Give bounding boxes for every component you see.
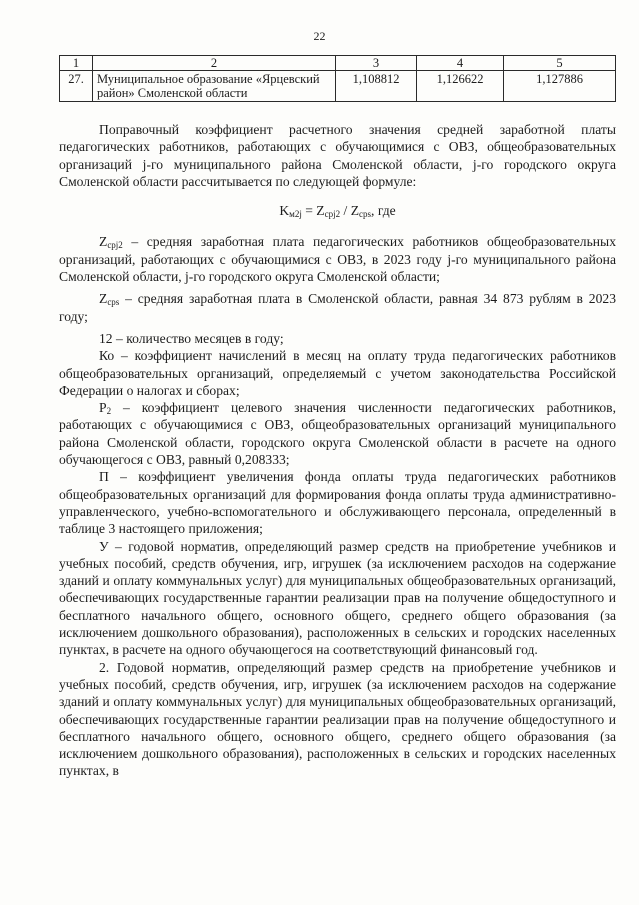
coefficient-table xyxy=(59,55,616,102)
value-cell: 1,126622 xyxy=(417,71,504,102)
formula-k: K xyxy=(279,203,290,219)
formula-tail: , где xyxy=(371,203,396,219)
symbol: Z xyxy=(99,291,108,307)
definition-pi: П – коэффициент увеличения фонда оплаты труда педагогических работников общеобразовательных организаций для формирования фонда оплаты труда административно-управленческого, учебно-вспомогательного и обслуживающего персонала, определенный в таблице 3 настоящего приложения; xyxy=(59,469,616,537)
definition-u: У – годовой норматив, определяющий размер средств на приобретение учебников и учебных пособий, средств обучения, игр, игрушек (за исключением расходов на содержание зданий и оплату коммунальных услуг) для муниципальных общеобразовательных организаций, обеспечивающих государственные гарантии реализации прав на получение общедоступного и бесплатного начального общего, основного общего, среднего общего образования (за исключением дошкольного образования), расположенных в сельских и городских населенных пунктах, в расчете на одного обучающегося на соответствующий финансовый год. xyxy=(59,538,616,658)
definition-p2 xyxy=(59,399,616,468)
value-cell: 1,127886 xyxy=(504,71,616,102)
symbol-sub: срj2 xyxy=(107,240,123,251)
symbol-sub: 2 xyxy=(106,406,112,417)
formula-div: / Z xyxy=(340,203,360,219)
municipality-cell: Муниципальное образование «Ярцевский район» Смоленской области xyxy=(93,71,336,102)
table-header-cell: 4 xyxy=(417,56,504,71)
formula xyxy=(59,202,616,219)
symbol-sub: срs xyxy=(107,297,120,308)
table-row xyxy=(60,71,616,102)
symbol: Z xyxy=(99,234,108,250)
definition-text: – коэффициент целевого значения численности педагогических работников, работающих с обучающимися с ОВЗ, общеобразовательных организаций муниципального района Смоленской области, городского округа Смоленской области в расчете на одного обучающегося с ОВЗ, равный 0,208333; xyxy=(59,400,616,468)
document-body xyxy=(59,121,616,780)
item-2-paragraph: 2. Годовой норматив, определяющий размер средств на приобретение учебников и учебных пособий, средств обучения, игр, игрушек (за исключением расходов на содержание зданий и оплату коммунальных услуг) для муниципальных общеобразовательных организаций, обеспечивающих государственные гарантии реализации прав на получение общедоступного и бесплатного начального общего, основного общего, среднего общего образования (за исключением дошкольного образования), расположенных в сельских и городских населенных пунктах, в xyxy=(59,659,616,779)
definition-text: – средняя заработная плата в Смоленской области, равная 34 873 рублям в 2023 году; xyxy=(59,291,616,324)
formula-z2-sub: срs xyxy=(359,209,372,220)
page-number: 22 xyxy=(313,29,326,43)
definition-months: 12 – количество месяцев в году; xyxy=(99,330,284,346)
table-header-cell: 2 xyxy=(93,56,336,71)
table-header-cell: 3 xyxy=(336,56,417,71)
table-header-row xyxy=(60,56,616,71)
intro-paragraph: Поправочный коэффициент расчетного значения средней заработной платы педагогических работников, работающих с обучающимися с ОВЗ, общеобразовательных организаций j-го муниципального района Смоленской области, j-го городского округа Смоленской области рассчитывается по следующей формуле: xyxy=(59,122,616,189)
formula-eq: = Z xyxy=(301,203,325,219)
definition-zcps xyxy=(59,290,616,325)
definition-zcpj2 xyxy=(59,233,616,285)
definition-ko: Ко – коэффициент начислений в месяц на оплату труда педагогических работников общеобразовательных организаций, определяемый с учетом законодательства Российской Федерации о налогах и сборах; xyxy=(59,348,616,398)
value-cell: 1,108812 xyxy=(336,71,417,102)
formula-k-sub: м2j xyxy=(289,209,302,220)
table-header-cell: 1 xyxy=(60,56,93,71)
definition-text: – средняя заработная плата педагогических работников общеобразовательных организаций, работающих с обучающимися с ОВЗ, в 2023 году j-го муниципального района Смоленской области, j-го городского округа Смоленской области; xyxy=(59,234,616,285)
row-number-cell: 27. xyxy=(60,71,93,102)
formula-z1-sub: срj2 xyxy=(324,209,341,220)
symbol: Р xyxy=(99,400,107,416)
table-header-cell: 5 xyxy=(504,56,616,71)
